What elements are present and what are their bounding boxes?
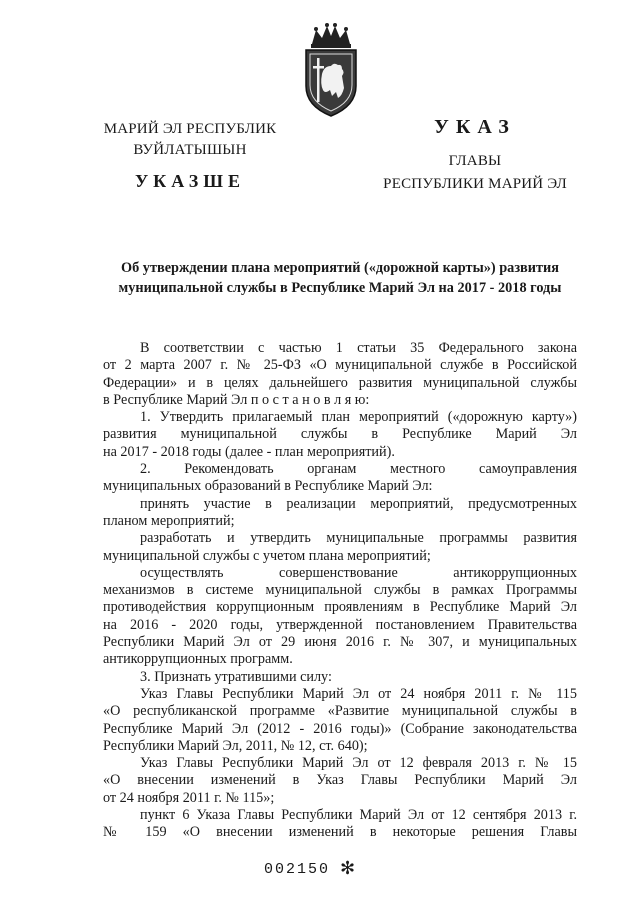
document-title (90, 258, 590, 298)
body-line: Федерации» и в целях дальнейшего развития муниципальной службы (103, 374, 577, 391)
body-line: 3. Признать утратившими силу: (140, 668, 332, 685)
body-line: от 2 марта 2007 г. № 25-ФЗ «О муниципальной службе в Российской (103, 357, 577, 374)
body-paragraph (103, 409, 577, 461)
body-paragraph (103, 565, 577, 669)
body-paragraph (103, 340, 577, 409)
body-line: Указ Главы Республики Марий Эл от 12 февраля 2013 г. № 15 (140, 755, 577, 772)
body-line: на 2017 - 2018 годы (далее - план мероприятий). (103, 443, 395, 460)
body-line: в Республике Марий Эл п о с т а н о в л я ю: (103, 391, 370, 408)
body-line: планом мероприятий; (103, 512, 235, 529)
body-line: пункт 6 Указа Главы Республики Марий Эл от 12 сентября 2013 г. (140, 807, 577, 824)
body-line: Указ Главы Республики Марий Эл от 24 ноября 2011 г. № 115 (140, 685, 577, 702)
title-line-1: Об утверждении плана мероприятий («дорожной карты») развития (120, 260, 560, 276)
body-paragraph (103, 669, 577, 686)
body-line: осуществлять совершенствование антикоррупционных (140, 564, 577, 581)
body-line: В соответствии с частью 1 статьи 35 Федерального закона (140, 340, 577, 356)
body-paragraph (103, 530, 577, 565)
body-line: на 2016 - 2020 годы, утвержденной постановлением Правительства (103, 616, 577, 633)
body-line: 1. Утвердить прилагаемый план мероприятий («дорожную карту») (140, 409, 577, 426)
body-line: механизмов в системе муниципальной службы в рамках Программы (103, 582, 577, 599)
title-line-2: муниципальной службы в Республике Марий Эл на 2017 - 2018 годы (118, 280, 562, 296)
footer-mark: ✻ (340, 858, 356, 878)
header-left-line-2: ВУЙЛАТЫШЫН (133, 142, 247, 158)
document-serial-number: 002150 (264, 861, 331, 878)
body-line: 2. Рекомендовать органам местного самоуправления (140, 461, 577, 478)
body-line: № 159 «О внесении изменений в некоторые решения Главы (103, 824, 577, 841)
header-right-line-2: ГЛАВЫ (448, 153, 502, 169)
body-line: антикоррупционных программ. (103, 651, 293, 668)
body-paragraph (103, 807, 577, 842)
body-line: от 24 ноября 2011 г. № 115»; (103, 789, 275, 806)
body-paragraph (103, 496, 577, 531)
body-paragraph (103, 461, 577, 496)
document-body (103, 340, 577, 842)
body-line: «О внесении изменений в Указ Главы Республики Марий Эл (103, 772, 577, 789)
body-line: Республики Марий Эл от 29 июня 2016 г. № 307, и муниципальных (103, 634, 577, 651)
body-line: Республики Марий Эл, 2011, № 12, ст. 640); (103, 737, 368, 754)
body-paragraph (103, 755, 577, 807)
body-line: «О республиканской программе «Развитие муниципальной службы в (103, 703, 577, 720)
header-left-decree-title: УКАЗШЕ (134, 171, 246, 191)
body-line: муниципальной службы с учетом плана мероприятий; (103, 547, 431, 564)
body-paragraph (103, 686, 577, 755)
header-left-line-1: МАРИЙ ЭЛ РЕСПУБЛИК (103, 121, 277, 137)
body-line: развития муниципальной службы в Республике Марий Эл (103, 426, 577, 443)
header-right-line-3: РЕСПУБЛИКИ МАРИЙ ЭЛ (383, 176, 567, 192)
body-line: принять участие в реализации мероприятий, предусмотренных (140, 495, 577, 512)
coat-of-arms-emblem-icon (298, 22, 364, 118)
body-line: разработать и утвердить муниципальные программы развития (140, 530, 577, 547)
body-line: муниципальных образований в Республике Марий Эл: (103, 478, 433, 495)
body-line: противодействия коррупционным проявлениям в Республике Марий Эл (103, 599, 577, 616)
body-line: Республике Марий Эл (2012 - 2016 годы)» (Собрание законодательства (103, 720, 577, 737)
header-right-decree-title: УКАЗ (434, 116, 516, 138)
